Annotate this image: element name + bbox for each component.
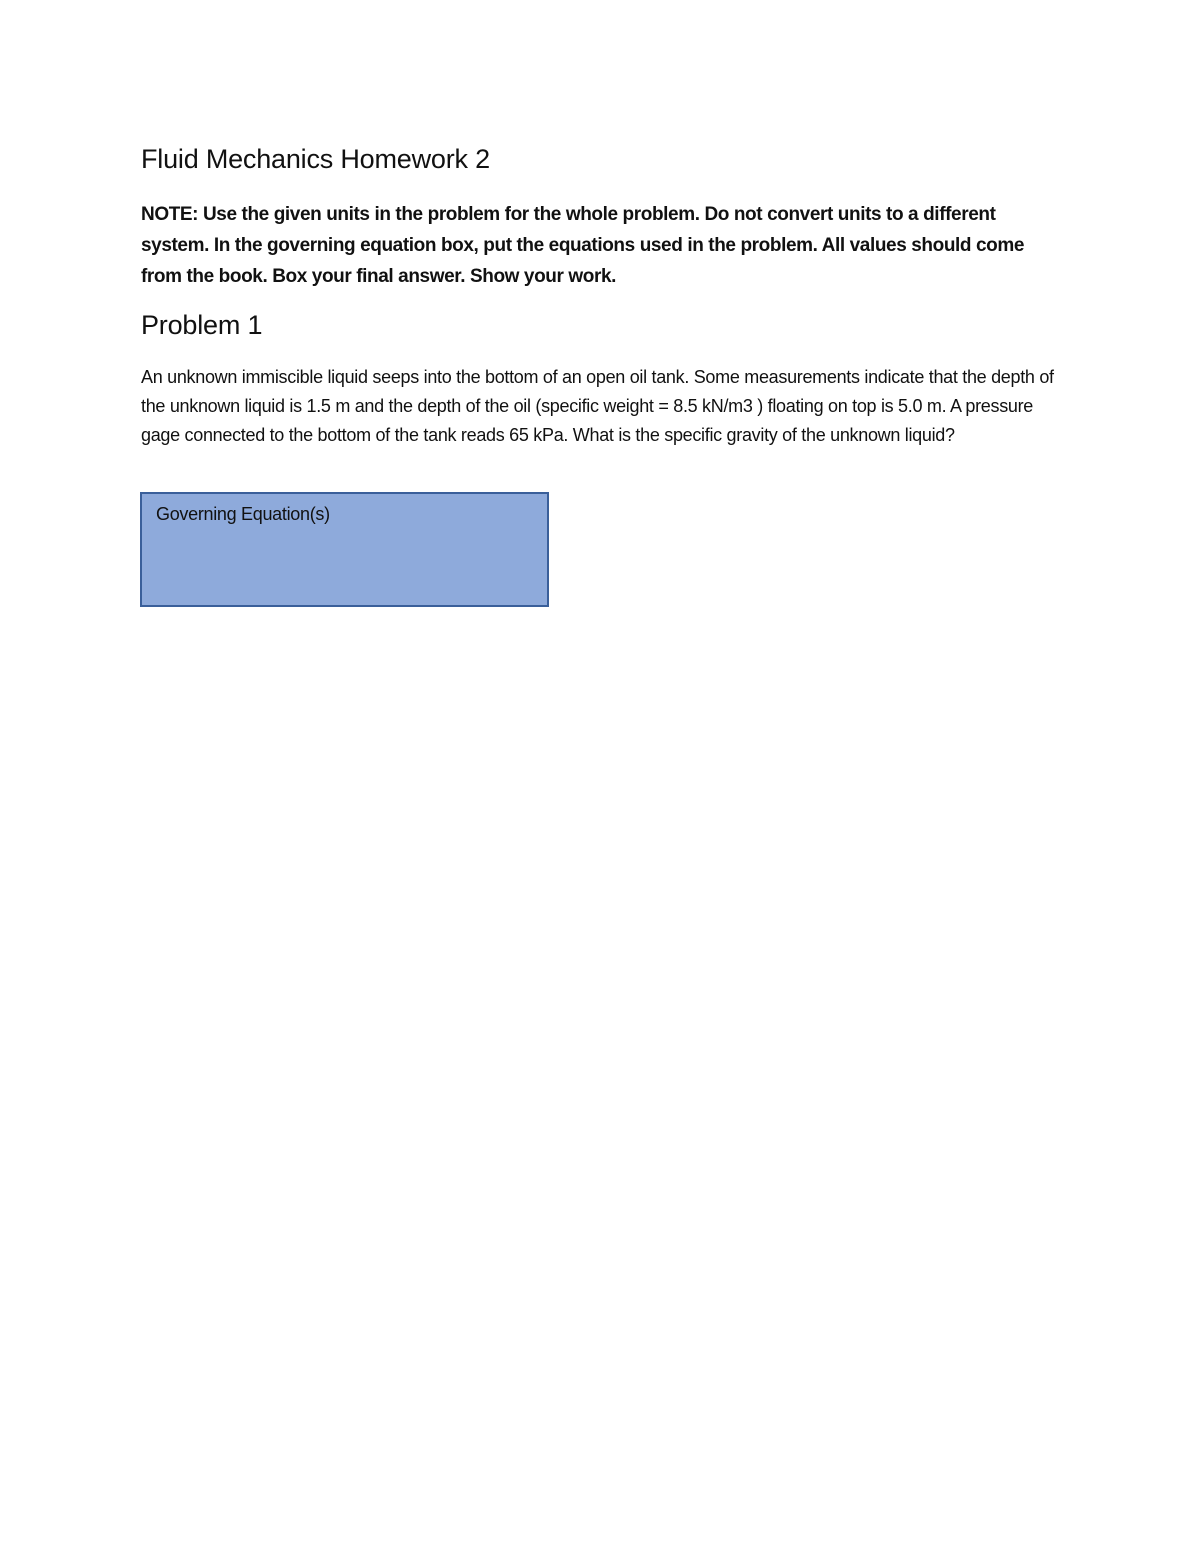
governing-equation-label: Governing Equation(s) — [156, 504, 330, 524]
governing-equation-box[interactable] — [140, 492, 549, 607]
problem-heading: Problem 1 — [141, 310, 263, 340]
instructions-note: NOTE: Use the given units in the problem for the whole problem. Do not convert units to a different system. In the governing equation box, put the equations used in the problem. All values should come from the book. Box your final answer. Show your work. — [141, 204, 1025, 287]
document-title: Fluid Mechanics Homework 2 — [141, 144, 490, 174]
problem-statement: An unknown immiscible liquid seeps into the bottom of an open oil tank. Some measurements indicate that the depth of the unknown liquid is 1.5 m and the depth of the oil (specific weight = 8.5 kN/m3 ) floating on top is 5.0 m. A pressure gage connected to the bottom of the tank reads 65 kPa. What is the specific gravity of the unknown liquid? — [141, 367, 1054, 445]
